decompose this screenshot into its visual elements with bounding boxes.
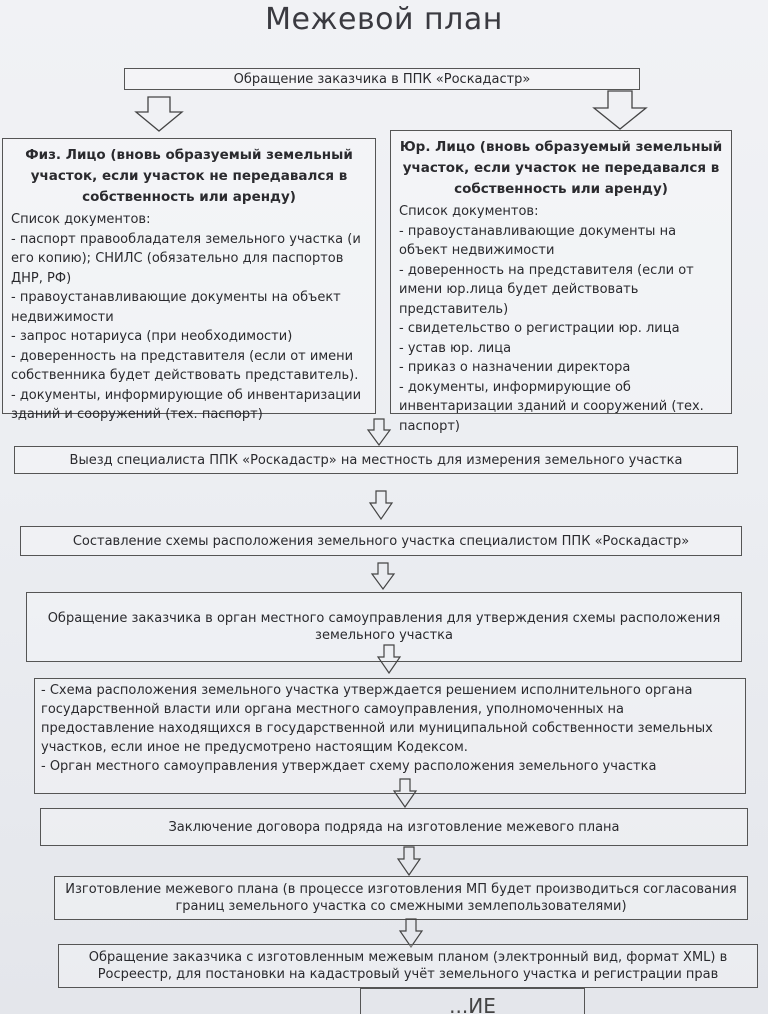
arrow-down-icon [392, 778, 418, 808]
step-rosreestr-box [58, 944, 758, 988]
individual-box [2, 138, 376, 422]
arrow-down-icon [396, 846, 422, 876]
legal-box [390, 130, 732, 434]
list-item: - доверенность на представителя (если от имени собственника будет действовать представитель). [11, 348, 359, 383]
step-scheme-text: Составление схемы расположения земельного участка специалистом ППК «Роскадастр» [72, 533, 690, 549]
approval-paragraph: - Орган местного самоуправления утверждает схему расположения земельного участка [41, 759, 657, 774]
step-appeal-text: Обращение заказчика в ППК «Роскадастр» [233, 71, 531, 87]
step-visit-text: Выезд специалиста ППК «Роскадастр» на местность для измерения земельного участка [69, 452, 683, 468]
list-item: - приказ о назначении директора [399, 360, 631, 375]
arrow-down-icon [134, 96, 184, 132]
list-item: - правоустанавливающие документы на объект недвижимости [11, 290, 341, 325]
step-rosreestr-text: Обращение заказчика с изготовленным межевым планом (электронный вид, формат XML) в Росреестр, для постановки на кадастровый учёт земельного участка и регистрации прав [88, 950, 728, 982]
step-contract-box [40, 808, 748, 846]
arrow-down-icon [368, 490, 394, 520]
list-item: - правоустанавливающие документы на объект недвижимости [399, 223, 677, 258]
next-section-box [360, 988, 585, 1014]
list-item: - свидетельство о регистрации юр. лица [399, 321, 680, 336]
list-item: - доверенность на представителя (если от имени юр.лица будет действовать представитель) [399, 262, 694, 317]
step-local-gov-text: Обращение заказчика в орган местного самоуправления для утверждения схемы расположения земельного участка [47, 611, 721, 643]
legal-heading: Юр. Лицо (вновь образуемый земельный участок, если участок не передавался в собственность или аренду) [399, 139, 723, 197]
arrow-down-icon [376, 644, 402, 674]
individual-heading: Физ. Лицо (вновь образуемый земельный участок, если участок не передавался в собственность или аренду) [25, 147, 353, 205]
list-item: - устав юр. лица [399, 340, 512, 356]
arrow-down-icon [592, 90, 648, 130]
page-title: Межевой план [265, 2, 503, 37]
approval-box [34, 678, 746, 794]
list-item: - паспорт правообладателя земельного участка (и его копию); СНИЛС (обязательно для паспортов ДНР, РФ) [11, 231, 361, 286]
list-item: - документы, информирующие об инвентаризации зданий и сооружений (тех. паспорт) [399, 379, 704, 434]
next-section-text: ...ИЕ [449, 994, 496, 1014]
step-production-text: Изготовление межевого плана (в процессе изготовления МП будет производиться согласования границ земельного участка со смежными землепользователями) [65, 882, 737, 914]
individual-docs-label: Список документов: [11, 212, 151, 227]
step-scheme-box [20, 526, 742, 556]
arrow-down-icon [366, 418, 392, 446]
arrow-down-icon [370, 562, 396, 590]
step-contract-text: Заключение договора подряда на изготовление межевого плана [168, 819, 620, 835]
list-item: - запрос нотариуса (при необходимости) [11, 329, 293, 344]
step-production-box [54, 876, 748, 920]
list-item: - документы, информирующие об инвентаризации зданий и сооружений (тех. паспорт) [11, 387, 362, 422]
step-appeal-box [124, 68, 640, 90]
step-visit-box [14, 446, 738, 474]
legal-docs-label: Список документов: [399, 204, 539, 219]
approval-paragraph: - Схема расположения земельного участка утверждается решением исполнительного органа государственной власти или органа местного самоуправления, уполномоченных на предоставление находящихся в государственной или муниципальной собственности земельных участков, если иное не предусмотрено настоящим Кодексом. [41, 683, 713, 755]
